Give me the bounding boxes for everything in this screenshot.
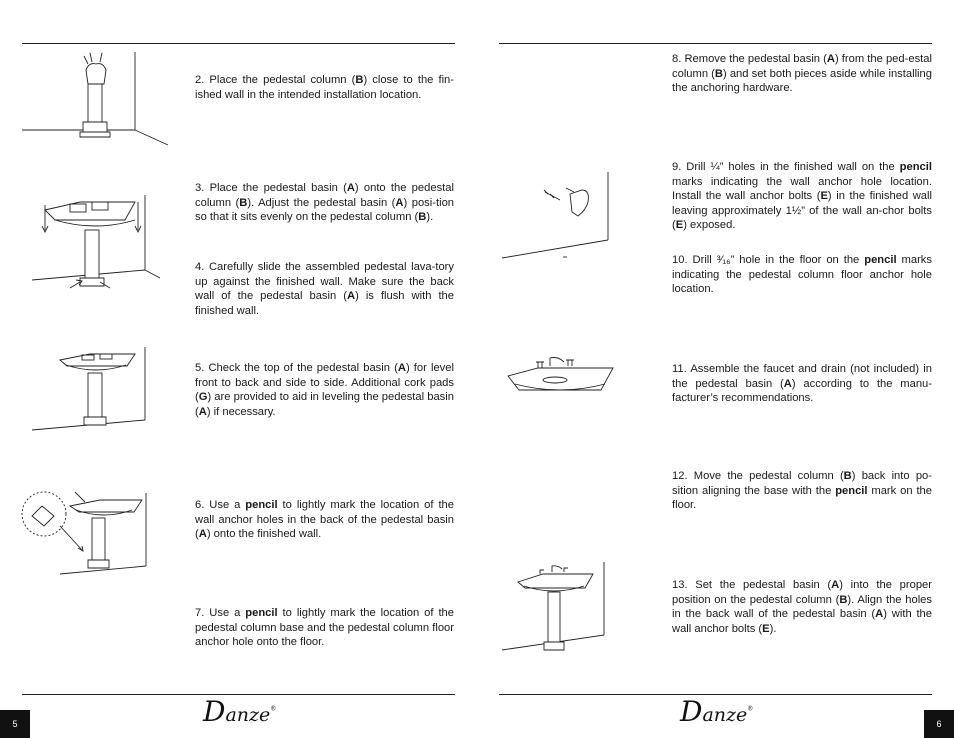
step-5-illustration <box>30 345 160 435</box>
step-3-4-illustration <box>30 190 160 305</box>
step-11-text: 11. Assemble the faucet and drain (not included) in the pedestal basin (A) according to the manu-facturer’s recommendations. <box>672 363 932 405</box>
bold-term: B <box>839 593 848 606</box>
bold-term: A <box>875 608 884 621</box>
step-11-illustration <box>500 350 620 400</box>
step-9-text: 9. Drill ¼” holes in the finished wall on the pencil marks indicating the wall anchor hole location. Install the wall anchor bolts (E) in the finished wall leaving approximately 1½” of the wall an-chor bolts (E) exposed. <box>672 161 932 232</box>
step-4-text: 4. Carefully slide the assembled pedestal lava-tory up against the finished wall. Make sure the back wall of the pedestal basin (A) is flush with the finished wall. <box>195 261 454 317</box>
step-10-text: 10. Drill ³⁄₁₆” hole in the floor on the pencil marks indicating the pedestal column floor anchor hole location. <box>672 254 932 296</box>
bold-term: A <box>397 362 406 374</box>
logo-mark: ® <box>270 705 277 713</box>
bold-term: G <box>198 391 208 404</box>
bold-term: E <box>820 190 828 203</box>
bold-term: pencil <box>245 499 278 511</box>
bold-term: A <box>198 405 207 418</box>
bold-term: A <box>831 579 840 591</box>
bold-term: B <box>355 74 364 86</box>
top-rule-left <box>22 43 455 44</box>
bold-term: B <box>418 211 427 224</box>
step-3-text: 3. Place the pedestal basin (A) onto the pedestal column (B). Adjust the pedestal basin (A) posi-tion so that it sits evenly on the pedestal column (B). <box>195 182 455 224</box>
danze-logo-left <box>203 695 276 728</box>
step-6-text: 6. Use a pencil to lightly mark the location of the wall anchor holes in the back of the pedestal basin (A) onto the finished wall. <box>195 499 454 541</box>
step-6-illustration <box>20 488 155 583</box>
logo-initial: D <box>680 695 703 728</box>
bold-term: B <box>714 67 723 80</box>
step-12-text: 12. Move the pedestal column (B) back into po-sition aligning the base with the pencil mark on the floor. <box>672 470 933 512</box>
bold-term: pencil <box>899 161 932 173</box>
bold-term: A <box>346 290 356 303</box>
danze-logo-right <box>680 695 753 728</box>
step-7-text: 7. Use a pencil to lightly mark the location of the pedestal column base and the pedestal column floor anchor hole onto the floor. <box>195 607 454 649</box>
bold-term: E <box>675 219 684 232</box>
step-5-text: 5. Check the top of the pedestal basin (A) for level front to back and side to side. Additional cork pads (G) are provided to aid in leveling the pedestal basin (A) if necessary. <box>195 362 454 418</box>
bold-term: pencil <box>864 254 897 266</box>
page-number-right: 6 <box>924 710 954 738</box>
step-2-text: 2. Place the pedestal column (B) close to the fin-ished wall in the intended installation location. <box>195 74 455 101</box>
bold-term: pencil <box>835 484 868 497</box>
logo-mark: ® <box>747 705 754 713</box>
top-rule-right <box>499 43 932 44</box>
logo-rest: anze <box>225 704 271 726</box>
step-9-10-illustration <box>500 170 640 265</box>
bold-term: A <box>395 196 404 209</box>
bold-term: pencil <box>245 607 278 619</box>
bold-term: A <box>198 528 207 541</box>
step-8-text: 8. Remove the pedestal basin (A) from the ped-estal column (B) and set both pieces aside while installing the anchoring hardware. <box>672 53 932 95</box>
page-number-left: 5 <box>0 710 30 738</box>
step-2-illustration <box>20 50 170 150</box>
bold-term: B <box>239 196 248 209</box>
bold-term: A <box>783 377 792 390</box>
bold-term: E <box>762 622 770 635</box>
logo-rest: anze <box>702 704 748 726</box>
bold-term: A <box>346 182 355 194</box>
step-13-text: 13. Set the pedestal basin (A) into the proper position on the pedestal column (B). Align the holes in the back wall of the pedestal basin (A) with the wall anchor bolts (E). <box>672 579 933 635</box>
bold-term: A <box>826 53 835 65</box>
step-13-illustration <box>500 560 630 655</box>
bold-term: B <box>843 470 852 482</box>
logo-initial: D <box>203 695 226 728</box>
